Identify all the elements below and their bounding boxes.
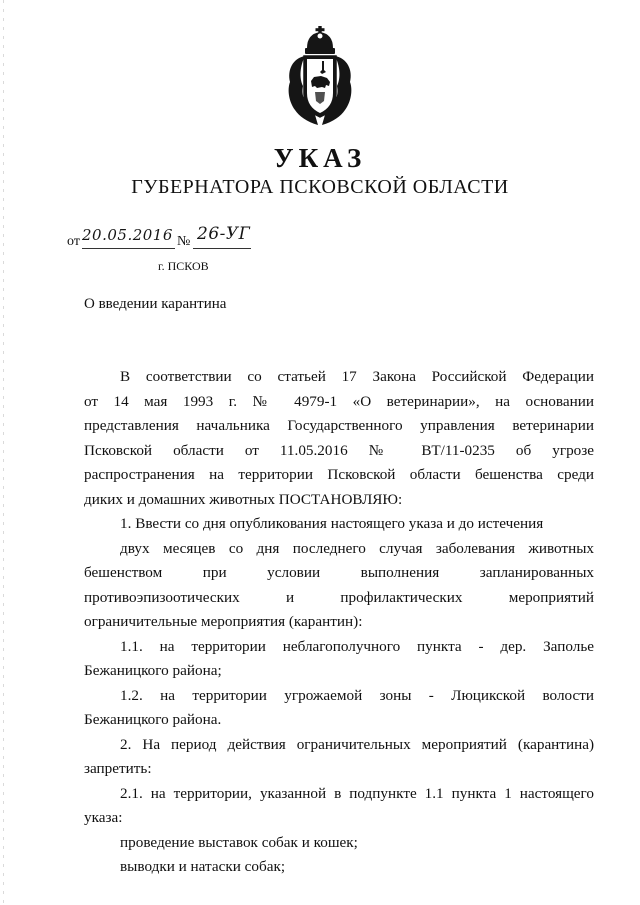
scan-edge: [3, 0, 4, 905]
city-label: г. ПСКОВ: [158, 259, 209, 273]
body-line: бешенством при условии выполнения запланированных: [84, 564, 594, 581]
body-line: 1.1. на территории неблагополучного пункта - дер. Заполье: [120, 637, 594, 655]
body-line: ограничительные мероприятия (карантин):: [84, 613, 363, 630]
body-line: представления начальника Государственного управления ветеринарии: [84, 417, 594, 434]
body-line: выводки и натаски собак;: [120, 858, 286, 875]
body-line: распространения на территории Псковской области бешенства среди: [84, 466, 594, 483]
body-line: 1.2. на территории угрожаемой зоны - Люцикской волости: [120, 686, 594, 704]
number-value: 26-УГ: [197, 224, 251, 244]
body-line: Бежаницкого района.: [84, 711, 222, 728]
date-underline: [82, 248, 175, 249]
body-line: указа:: [84, 809, 123, 826]
body-line: 2. На период действия ограничительных мероприятий (карантина): [120, 735, 594, 753]
decree-subject: О введении карантина: [84, 296, 227, 312]
body-line: проведение выставок собак и кошек;: [120, 833, 358, 851]
body-line: В соответствии со статьей 17 Закона Российской Федерации: [120, 368, 594, 385]
body-line: двух месяцев со дня последнего случая заболевания животных: [120, 539, 594, 557]
coat-of-arms-emblem: [285, 26, 355, 126]
number-underline: [193, 248, 251, 249]
number-prefix: №: [177, 234, 191, 249]
body-line: Псковской области от 11.05.2016 № ВТ/11-0235 об угрозе: [84, 441, 594, 459]
body-line: 2.1. на территории, указанной в подпункте 1.1 пункта 1 настоящего: [120, 784, 594, 802]
body-line: от 14 мая 1993 г. № 4979-1 «О ветеринарии», на основании: [84, 392, 594, 410]
issuer-subtitle: ГУБЕРНАТОРА ПСКОВСКОЙ ОБЛАСТИ: [131, 176, 509, 198]
date-prefix: от: [67, 234, 80, 249]
body-line: противоэпизоотических и профилактических мероприятий: [84, 588, 594, 606]
body-line: запретить:: [84, 760, 152, 777]
decree-title: УКАЗ: [273, 143, 367, 173]
decree-body: [84, 365, 594, 880]
date-number-line: [67, 226, 367, 256]
body-line: 1. Ввести со дня опубликования настоящего указа и до истечения: [120, 515, 544, 532]
body-line: диких и домашних животных ПОСТАНОВЛЯЮ:: [84, 490, 403, 508]
body-line: Бежаницкого района;: [84, 662, 222, 679]
date-value: 20.05.2016: [82, 226, 173, 244]
